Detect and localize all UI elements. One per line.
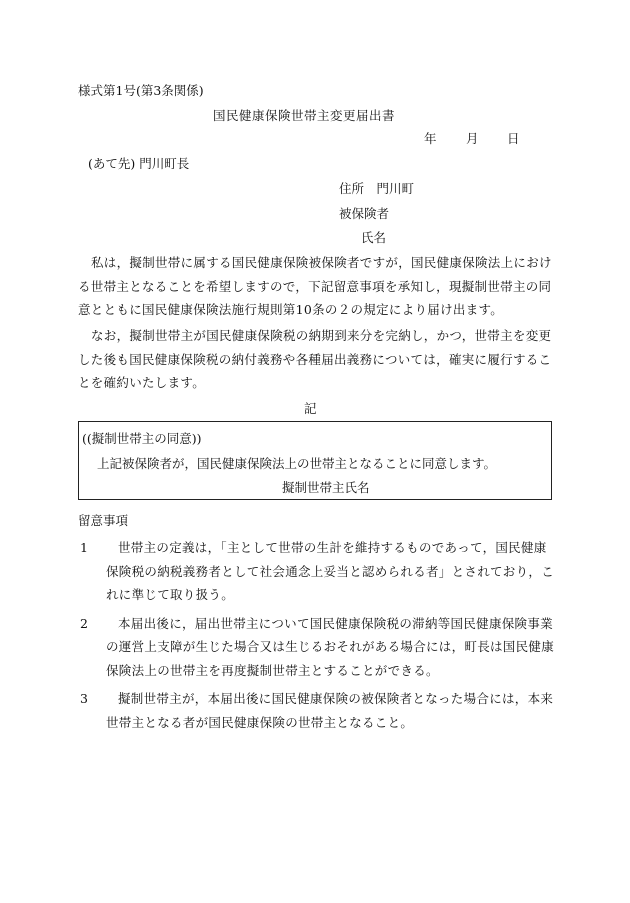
consent-heading: ((擬制世帯主の同意)) <box>82 431 202 446</box>
note-text: 世帯主の定義は，「主として世帯の生計を維持するものであって，国民健康保険税の納税義務者として社会通念上妥当と認められる者」とされており，これに準じて取り扱う。 <box>106 540 555 602</box>
form-number: 様式第1号(第3条関係) <box>78 83 204 98</box>
consent-box <box>78 421 552 500</box>
body-paragraph-2: なお，擬制世帯主が国民健康保険税の納期到来分を完納し，かつ，世帯主を変更した後も国民健康保険税の納付義務や各種届出義務については，確実に履行することを確約いたします。 <box>78 328 552 390</box>
ki-mark: 記 <box>304 401 317 416</box>
consent-text: 上記被保険者が，国民健康保険法上の世帯主となることに同意します。 <box>97 456 497 471</box>
note-text: 本届出後に，届出世帯主について国民健康保険税の滞納等国民健康保険事業の運営上支障が生じた場合又は生じるおそれがある場合には，町長は国民健康保険法上の世帯主を再度擬制世帯主とすることができる。 <box>106 615 555 678</box>
body-paragraph-1: 私は，擬制世帯に属する国民健康保険被保険者ですが，国民健康保険法上における世帯主となることを希望しますので，下記留意事項を承知し，現擬制世帯主の同意とともに国民健康保険法施行規則第10条の２の規定により届け出ます。 <box>78 255 552 317</box>
note-text: 擬制世帯主が，本届出後に国民健康保険の被保険者となった場合には，本来世帯主となる者が国民健康保険の世帯主となること。 <box>106 691 554 730</box>
signature-label: 擬制世帯主氏名 <box>282 480 370 495</box>
date-month-label: 月 <box>466 131 479 146</box>
note-item <box>78 536 554 607</box>
note-item <box>78 687 554 734</box>
date-day-label: 日 <box>507 131 520 146</box>
address-label: 住所 門川町 <box>339 181 415 196</box>
note-item <box>78 612 554 683</box>
insured-label: 被保険者 <box>339 206 390 221</box>
note-number: 3 <box>80 691 89 706</box>
note-number: 2 <box>80 615 89 631</box>
note-number: 1 <box>80 540 89 555</box>
date-line <box>0 129 630 147</box>
notes-section <box>78 511 554 739</box>
date-year-label: 年 <box>424 131 437 146</box>
notes-title: 留意事項 <box>78 513 129 528</box>
addressee: (あて先) 門川町長 <box>88 156 190 171</box>
form-title: 国民健康保険世帯主変更届出書 <box>213 108 396 123</box>
name-label: 氏名 <box>361 230 387 245</box>
